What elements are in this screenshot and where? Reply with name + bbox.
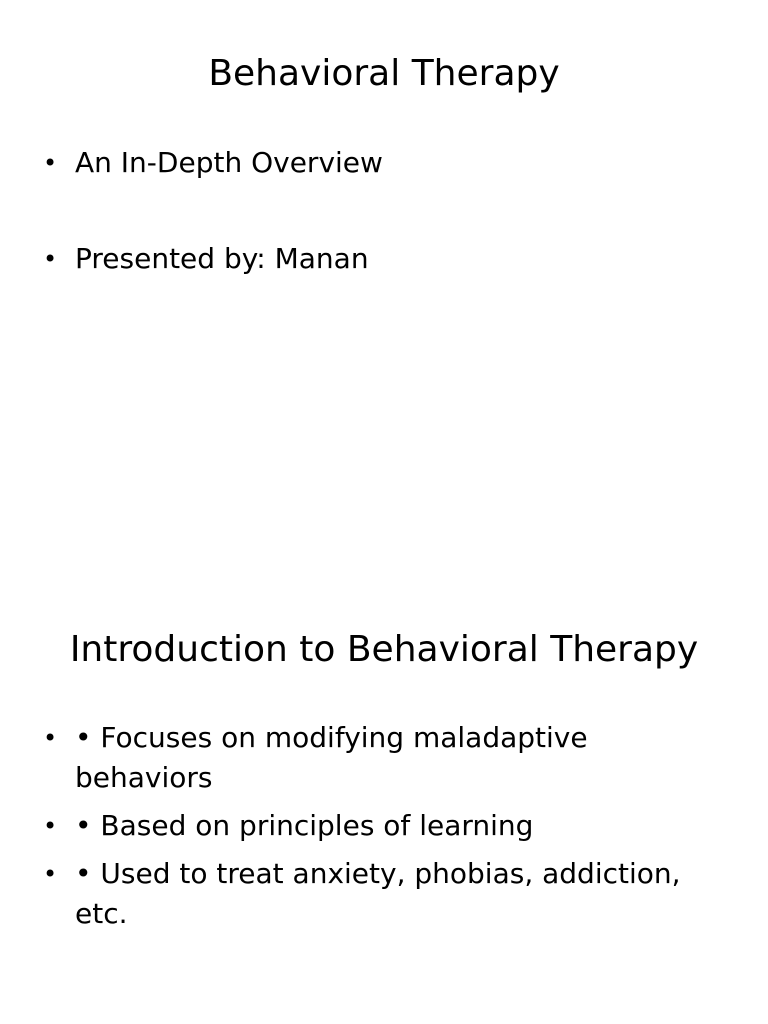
bullet-icon: •	[43, 812, 58, 840]
bullet-text: • Focuses on modifying maladaptive behaviors	[75, 721, 588, 794]
slide-title: Introduction to Behavioral Therapy	[69, 629, 699, 670]
slide-title: Behavioral Therapy	[208, 53, 560, 94]
bullet-list	[40, 718, 728, 942]
bullet-text: • Based on principles of learning	[75, 809, 534, 842]
bullet-icon: •	[43, 724, 58, 752]
list-item	[40, 239, 728, 279]
bullet-list	[40, 143, 728, 335]
bullet-text: Presented by: Manan	[75, 242, 369, 275]
bullet-text: An In-Depth Overview	[75, 146, 383, 179]
bullet-icon: •	[43, 860, 58, 888]
list-item	[40, 854, 728, 934]
bullet-icon: •	[43, 245, 58, 273]
list-item	[40, 806, 728, 846]
list-item	[40, 718, 728, 798]
bullet-text: • Used to treat anxiety, phobias, addiction, etc.	[75, 857, 681, 930]
bullet-icon: •	[43, 149, 58, 177]
slide-2	[0, 512, 768, 1024]
list-item	[40, 143, 728, 183]
